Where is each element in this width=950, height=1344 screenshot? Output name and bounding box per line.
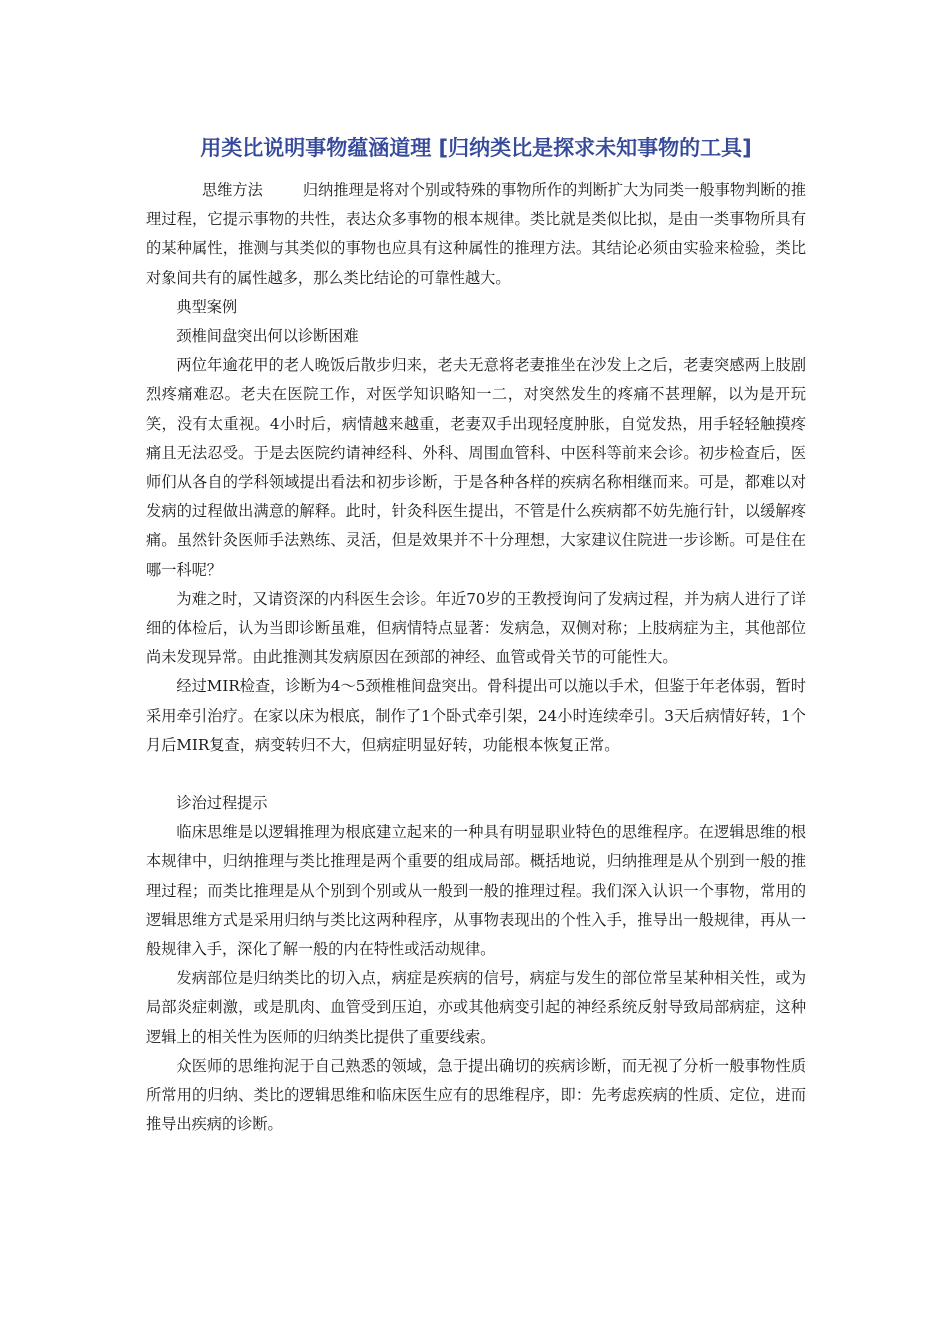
case-heading: 典型案例 [176,297,238,316]
method-label: 思维方法 [202,181,263,199]
process-paragraph-2: 发病部位是归纳类比的切入点，病症是疾病的信号，病症与发生的部位常呈某种相关性，或为局部炎症刺激，或是肌肉、血管受到压迫，亦或其他病变引起的神经系统反射导致局部病症，这种逻辑上的相关性为医师的归纳类比提供了重要线索。 [146,969,806,1046]
case-title: 颈椎间盘突出何以诊断困难 [176,327,359,346]
method-text: 归纳推理是将对个别或特殊的事物所作的判断扩大为同类一般事物判断的推理过程，它提示事物的共性，表达众多事物的根本规律。类比就是类似比拟，是由一类事物所具有的某种属性，推测与其类似的事物也应具有这种属性的推理方法。其结论必须由实验来检验，类比对象间共有的属性越多，那么类比结论的可靠性越大。 [146,181,806,287]
case-paragraph-3: 经过MIR检查，诊断为4～5颈椎椎间盘突出。骨科提出可以施以手术，但鉴于年老体弱，暂时采用牵引治疗。在家以床为根底，制作了1个卧式牵引架，24小时连续牵引。3天后病情好转，1个月后MIR复查，病变转归不大，但病症明显好转，功能根本恢复正常。 [146,677,806,754]
process-paragraph-3: 众医师的思维拘泥于自己熟悉的领域，急于提出确切的疾病诊断，而无视了分析一般事物性质所常用的归纳、类比的逻辑思维和临床医生应有的思维程序，即：先考虑疾病的性质、定位，进而推导出疾病的诊断。 [146,1056,806,1134]
process-heading: 诊治过程提示 [176,794,268,813]
section-spacer [146,760,806,789]
case-paragraph-2: 为难之时，又请资深的内科医生会诊。年近70岁的王教授询问了发病过程，并为病人进行了详细的体检后，认为当即诊断虽难，但病情特点显著：发病急，双侧对称；上肢病症为主，其他部位尚未发现异常。由此推测其发病原因在颈部的神经、血管或骨关节的可能性大。 [146,589,806,667]
method-paragraph [146,176,806,293]
document-title: 用类比说明事物蕴涵道理 [归纳类比是探求未知事物的工具] [200,136,752,160]
process-paragraph-1: 临床思维是以逻辑推理为根底建立起来的一种具有明显职业特色的思维程序。在逻辑思维的根本规律中，归纳推理与类比推理是两个重要的组成局部。概括地说，归纳推理是从个别到一般的推理过程；而类比推理是从个别到个别或从一般到一般的推理过程。我们深入认识一个事物，常用的逻辑思维方式是采用归纳与类比这两种程序，从事物表现出的个性入手，推导出一般规律，再从一般规律入手，深化了解一般的内在特性或活动规律。 [146,823,806,959]
document-page [146,128,806,1140]
case-paragraph-1: 两位年逾花甲的老人晚饭后散步归来，老夫无意将老妻推坐在沙发上之后，老妻突感两上肢剧烈疼痛难忍。老夫在医院工作，对医学知识略知一二，对突然发生的疼痛不甚理解，以为是开玩笑，没有太重视。4小时后，病情越来越重，老妻双手出现轻度肿胀，自觉发热，用手轻轻触摸疼痛且无法忍受。于是去医院约请神经科、外科、周围血管科、中医科等前来会诊。初步检查后，医师们从各自的学科领域提出看法和初步诊断，于是各种各样的疾病名称相继而来。可是，都难以对发病的过程做出满意的解释。此时，针灸科医生提出，不管是什么疾病都不妨先施行针，以缓解疼痛。虽然针灸医师手法熟练、灵活，但是效果并不十分理想，大家建议住院进一步诊断。可是住在哪一科呢？ [146,356,806,579]
